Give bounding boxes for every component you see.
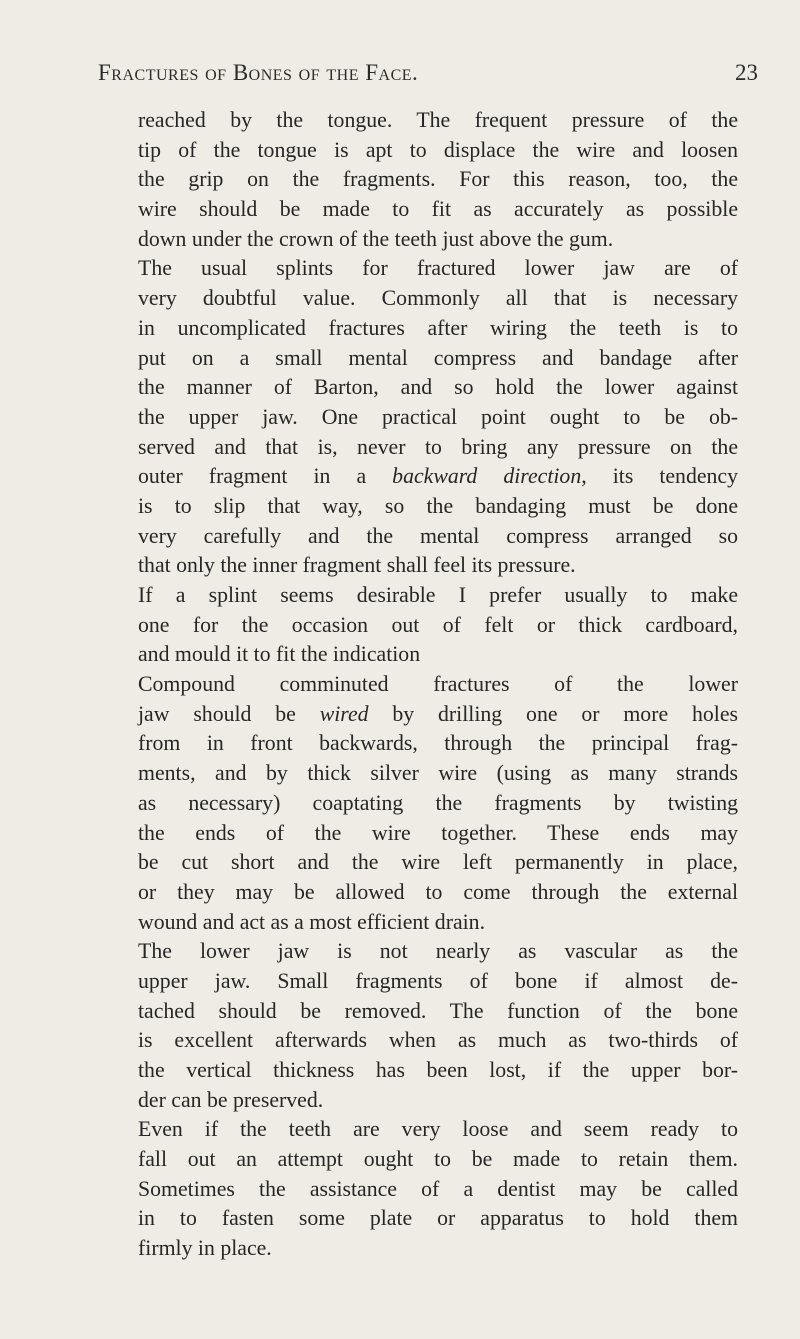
page-header xyxy=(98,60,758,94)
text-line: The lower jaw is not nearly as vascular as the xyxy=(138,939,738,964)
text-line: that only the inner fragment shall feel its pressure. xyxy=(138,553,576,578)
text-line: very doubtful value. Commonly all that is necessary xyxy=(138,286,738,311)
text-line xyxy=(138,462,738,492)
text-line: or they may be allowed to come through the external xyxy=(138,879,738,904)
text-line: Sometimes the assistance of a dentist may be called xyxy=(138,1176,738,1201)
text-segment: outer fragment in a xyxy=(138,464,393,489)
text-line: wire should be made to fit as accurately as possible xyxy=(138,197,738,222)
text-line: wound and act as a most efficient drain. xyxy=(138,909,486,934)
text-line: in uncomplicated fractures after wiring the teeth is to xyxy=(138,315,738,340)
text-line: one for the occasion out of felt or thick cardboard, xyxy=(138,612,738,637)
text-line: the manner of Barton, and so hold the lower against xyxy=(138,375,738,400)
text-line: the upper jaw. One practical point ought to be ob- xyxy=(138,404,738,429)
text-line: Compound comminuted fractures of the lower xyxy=(138,672,738,697)
text-line: and mould it to fit the indication xyxy=(138,642,421,667)
running-title: Fractures of Bones of the Face. xyxy=(98,60,419,85)
text-line: reached by the tongue. The frequent pressure of the xyxy=(138,108,738,132)
italic-emphasis: wired xyxy=(319,701,369,726)
italic-emphasis: backward direction xyxy=(392,464,582,489)
text-line: be cut short and the wire left permanently in place, xyxy=(138,850,738,875)
text-line: served and that is, never to bring any pressure on the xyxy=(138,434,738,459)
text-line: put on a small mental compress and bandage after xyxy=(138,345,738,370)
text-line: tached should be removed. The function of the bone xyxy=(138,998,738,1023)
body-text xyxy=(138,106,738,1264)
text-line: tip of the tongue is apt to displace the wire and loosen xyxy=(138,137,738,162)
text-segment: by drilling one or more holes xyxy=(368,701,738,726)
text-line: down under the crown of the teeth just above the gum. xyxy=(138,226,614,251)
text-line: firmly in place. xyxy=(138,1236,272,1261)
text-line: as necessary) coaptating the fragments by twisting xyxy=(138,790,738,815)
page-number: 23 xyxy=(735,60,758,85)
text-segment: , its tendency xyxy=(581,464,738,489)
text-line: in to fasten some plate or apparatus to hold them xyxy=(138,1206,738,1231)
text-line: fall out an attempt ought to be made to retain them. xyxy=(138,1147,738,1172)
text-line: Even if the teeth are very loose and seem ready to xyxy=(138,1117,738,1142)
text-line: is excellent afterwards when as much as two-thirds of xyxy=(138,1028,738,1053)
text-line: upper jaw. Small fragments of bone if almost de- xyxy=(138,968,738,993)
text-line: is to slip that way, so the bandaging must be done xyxy=(138,493,738,518)
text-line: The usual splints for fractured lower jaw are of xyxy=(138,256,738,281)
text-line: ments, and by thick silver wire (using as many strands xyxy=(138,761,738,786)
text-line: the grip on the fragments. For this reason, too, the xyxy=(138,167,738,192)
text-segment: jaw should be xyxy=(138,701,320,726)
text-line: If a splint seems desirable I prefer usually to make xyxy=(138,583,738,607)
text-line: the vertical thickness has been lost, if the upper bor- xyxy=(138,1058,738,1082)
text-line: der can be preserved. xyxy=(138,1087,324,1112)
text-line xyxy=(138,700,738,730)
text-line: the ends of the wire together. These ends may xyxy=(138,820,738,845)
text-line: very carefully and the mental compress arranged so xyxy=(138,523,738,548)
text-line: from in front backwards, through the principal frag- xyxy=(138,731,738,756)
